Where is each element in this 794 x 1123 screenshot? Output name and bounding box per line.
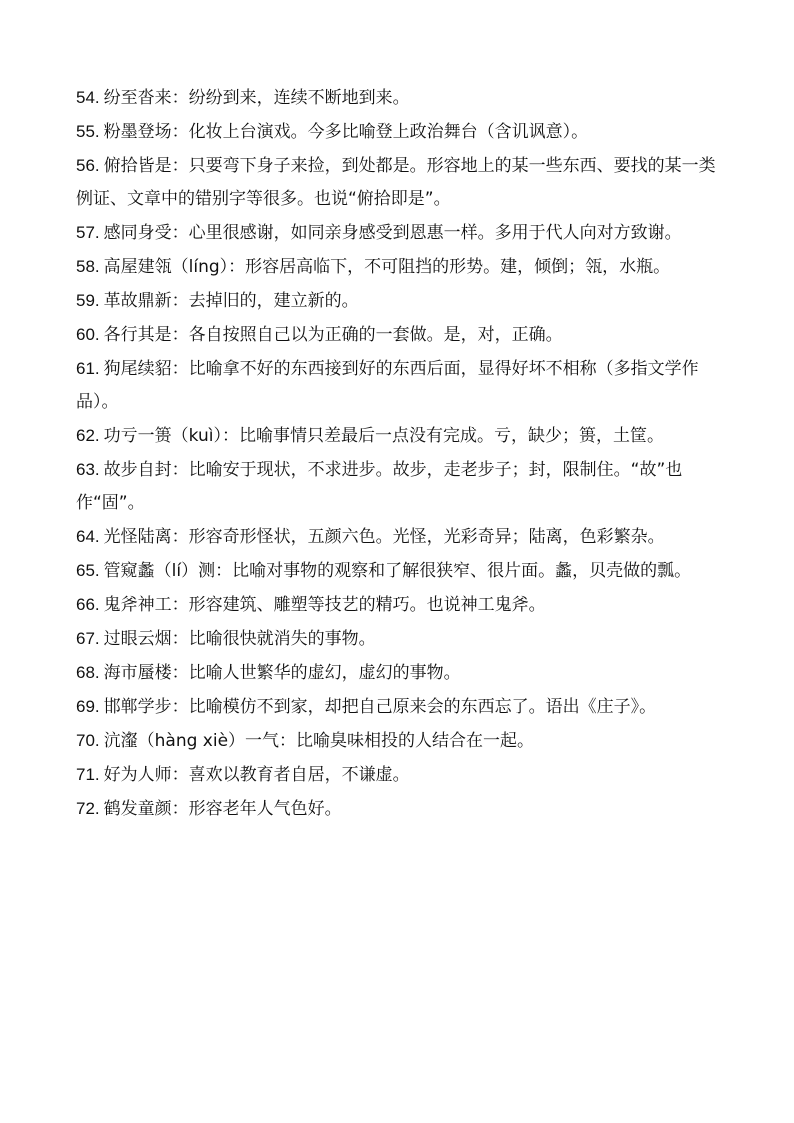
idiom-list [76, 81, 726, 826]
entry-number: 58. [76, 257, 100, 276]
list-item [76, 419, 726, 453]
entry-term: 沆瀣（hàng xiè）一气： [103, 731, 297, 751]
list-item [76, 453, 726, 520]
entry-number: 59. [76, 291, 100, 310]
list-item [76, 554, 726, 588]
list-item [76, 216, 726, 250]
entry-definition: 形容建筑、雕塑等技艺的精巧。也说神工鬼斧。 [188, 595, 546, 615]
entry-term: 高屋建瓴（líng）： [103, 257, 246, 277]
entry-term: 鹤发童颜： [103, 799, 189, 819]
entry-definition: 喜欢以教育者自居，不谦虚。 [188, 765, 410, 785]
entry-term: 海市蜃楼： [103, 663, 189, 683]
entry-definition: 比喻模仿不到家，却把自己原来会的东西忘了。语出《庄子》。 [188, 697, 657, 717]
entry-term: 好为人师： [103, 765, 189, 785]
entry-term: 功亏一篑（kuì）： [103, 426, 239, 446]
entry-term: 粉墨登场： [103, 122, 189, 142]
entry-definition: 化妆上台演戏。今多比喻登上政治舞台（含讥讽意）。 [188, 122, 589, 142]
entry-number: 64. [76, 527, 100, 546]
entry-term: 过眼云烟： [103, 629, 189, 649]
list-item [76, 115, 726, 149]
entry-definition: 形容老年人气色好。 [188, 799, 342, 819]
list-item [76, 690, 726, 724]
entry-definition: 只要弯下身子来捡，到处都是。形容地上的某一些东西、要找的某一类例证、文章中的错别字等很多。也说“俯拾即是”。 [76, 156, 716, 209]
entry-definition: 形容奇形怪状，五颜六色。光怪，光彩奇异；陆离，色彩繁杂。 [188, 527, 665, 547]
entry-term: 鬼斧神工： [103, 595, 189, 615]
list-item [76, 792, 726, 826]
entry-term: 各行其是： [103, 325, 189, 345]
list-item [76, 520, 726, 554]
entry-definition: 形容居高临下，不可阻挡的形势。建，倾倒；瓴，水瓶。 [245, 257, 671, 277]
list-item [76, 81, 726, 115]
entry-definition: 比喻臭味相投的人结合在一起。 [296, 731, 535, 751]
entry-definition: 比喻人世繁华的虚幻，虚幻的事物。 [188, 663, 461, 683]
list-item [76, 622, 726, 656]
entry-number: 66. [76, 595, 100, 614]
entry-number: 69. [76, 697, 100, 716]
entry-number: 70. [76, 731, 100, 750]
entry-number: 60. [76, 325, 100, 344]
list-item [76, 656, 726, 690]
entry-number: 71. [76, 765, 100, 784]
entry-term: 俯拾皆是： [103, 156, 189, 176]
list-item [76, 149, 726, 216]
list-item [76, 588, 726, 622]
list-item [76, 284, 726, 318]
entry-definition: 纷纷到来，连续不断地到来。 [188, 88, 410, 108]
entry-number: 72. [76, 799, 100, 818]
entry-term: 感同身受： [103, 223, 189, 243]
entry-number: 57. [76, 223, 100, 242]
entry-term: 革故鼎新： [103, 291, 189, 311]
entry-definition: 比喻很快就消失的事物。 [188, 629, 376, 649]
entry-definition: 比喻拿不好的东西接到好的东西后面，显得好坏不相称（多指文学作品）。 [76, 359, 699, 412]
entry-term: 管窥蠡（lí）测： [103, 561, 233, 581]
entry-number: 62. [76, 426, 100, 445]
entry-definition: 去掉旧的，建立新的。 [188, 291, 359, 311]
list-item [76, 318, 726, 352]
list-item [76, 724, 726, 758]
entry-number: 67. [76, 629, 100, 648]
list-item [76, 758, 726, 792]
entry-number: 56. [76, 156, 100, 175]
entry-definition: 比喻事情只差最后一点没有完成。亏，缺少；篑，土筐。 [238, 426, 664, 446]
entry-term: 纷至沓来： [103, 88, 189, 108]
entry-definition: 心里很感谢，如同亲身感受到恩惠一样。多用于代人向对方致谢。 [188, 223, 682, 243]
entry-definition: 各自按照自己以为正确的一套做。是，对，正确。 [188, 325, 563, 345]
list-item [76, 250, 726, 284]
entry-definition: 比喻安于现状，不求进步。故步，走老步子；封，限制住。“故”也作“固”。 [76, 460, 683, 513]
entry-term: 邯郸学步： [103, 697, 189, 717]
entry-number: 65. [76, 561, 100, 580]
entry-definition: 比喻对事物的观察和了解很狭窄、很片面。蠡，贝壳做的瓢。 [232, 561, 692, 581]
entry-number: 61. [76, 359, 100, 378]
list-item [76, 352, 726, 419]
entry-term: 狗尾续貂： [103, 359, 189, 379]
entry-number: 54. [76, 88, 100, 107]
entry-number: 55. [76, 122, 100, 141]
entry-number: 63. [76, 460, 100, 479]
entry-number: 68. [76, 663, 100, 682]
entry-term: 光怪陆离： [103, 527, 189, 547]
entry-term: 故步自封： [103, 460, 189, 480]
